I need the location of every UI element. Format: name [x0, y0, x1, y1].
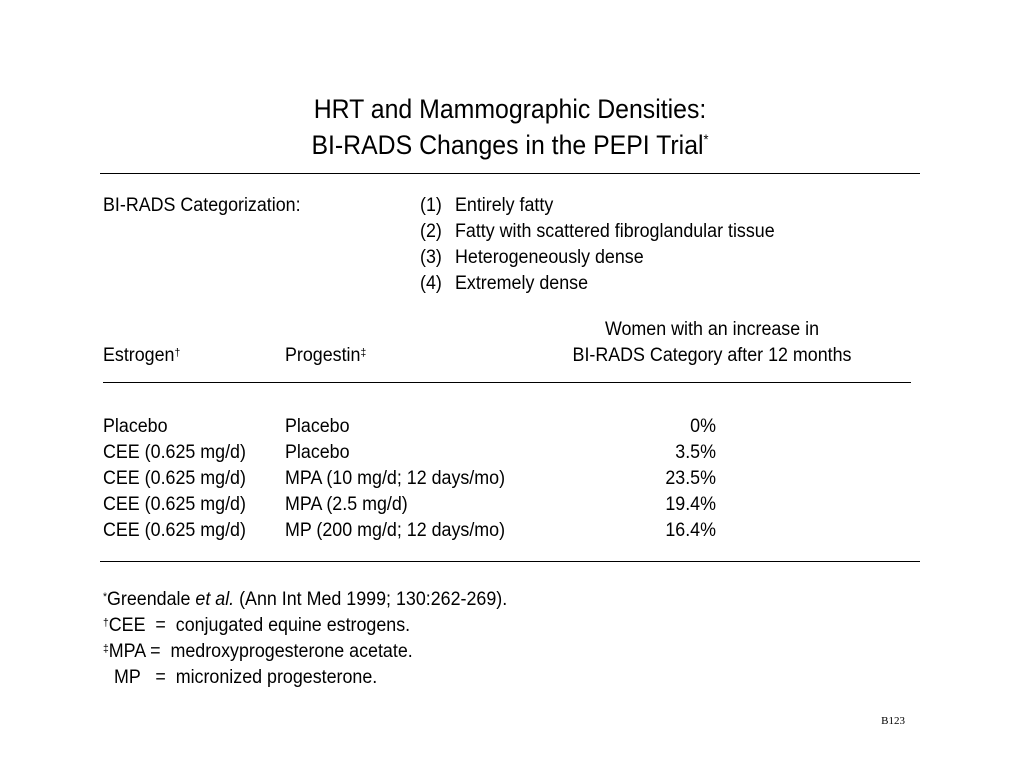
category-number: (3): [420, 247, 442, 268]
header-progestin-text: Progestin: [285, 345, 361, 366]
footnote-cee-mark: †: [103, 617, 109, 629]
category-text: Extremely dense: [455, 273, 589, 294]
footnote-reference-author: Greendale: [107, 589, 196, 610]
row-progestin: Placebo: [285, 442, 350, 463]
row-estrogen: CEE (0.625 mg/d): [103, 442, 246, 463]
title-divider: [100, 173, 920, 174]
row-value: 3.5%: [675, 442, 716, 463]
row-estrogen: Placebo: [103, 416, 168, 437]
estrogen-footnote-mark: †: [174, 347, 181, 359]
category-text: Heterogeneously dense: [455, 247, 644, 268]
row-value: 23.5%: [665, 468, 716, 489]
row-estrogen: CEE (0.625 mg/d): [103, 468, 246, 489]
header-estrogen: [103, 343, 180, 369]
table-bottom-divider: [100, 561, 920, 562]
category-number: (2): [420, 221, 442, 242]
footnote-reference-etal: et al.: [195, 589, 235, 610]
row-estrogen: CEE (0.625 mg/d): [103, 520, 246, 541]
footnote-cee-text: CEE = conjugated equine estrogens.: [108, 615, 411, 636]
slide-code: B123: [881, 715, 905, 727]
footnote-mp: [114, 665, 377, 691]
header-progestin: [285, 343, 366, 369]
footnote-mpa-text: MPA = medroxyprogesterone acetate.: [108, 641, 413, 662]
categorization-label: BI-RADS Categorization:: [103, 195, 301, 216]
footnote-mpa: [103, 639, 413, 665]
category-number: (4): [420, 273, 442, 294]
row-progestin: MPA (10 mg/d; 12 days/mo): [285, 468, 506, 489]
slide-title-line-2-text: BI-RADS Changes in the PEPI Trial: [311, 130, 704, 160]
category-text: Entirely fatty: [455, 195, 554, 216]
slide-title-line-2: [133, 129, 887, 162]
footnote-mpa-mark: ‡: [103, 643, 109, 655]
row-estrogen: CEE (0.625 mg/d): [103, 494, 246, 515]
header-women-line-1: Women with an increase in: [604, 319, 820, 340]
row-progestin: MPA (2.5 mg/d): [285, 494, 408, 515]
footnote-reference-mark: *: [103, 591, 108, 603]
row-progestin: MP (200 mg/d; 12 days/mo): [285, 520, 506, 541]
row-value: 16.4%: [665, 520, 716, 541]
header-women-line-2: BI-RADS Category after 12 months: [572, 345, 852, 366]
title-footnote-mark: *: [703, 131, 709, 147]
footnote-reference: [103, 587, 507, 613]
row-value: 0%: [690, 416, 716, 437]
row-progestin: Placebo: [285, 416, 350, 437]
header-underline: [103, 382, 911, 383]
footnote-mp-text: MP = micronized progesterone.: [114, 667, 378, 688]
header-estrogen-text: Estrogen: [103, 345, 175, 366]
category-number: (1): [420, 195, 442, 216]
progestin-footnote-mark: ‡: [360, 347, 367, 359]
slide-title-line-1: HRT and Mammographic Densities:: [313, 94, 707, 124]
footnote-cee: [103, 613, 410, 639]
category-text: Fatty with scattered fibroglandular tissue: [455, 221, 775, 242]
footnote-reference-citation: (Ann Int Med 1999; 130:262-269).: [234, 589, 508, 610]
row-value: 19.4%: [665, 494, 716, 515]
